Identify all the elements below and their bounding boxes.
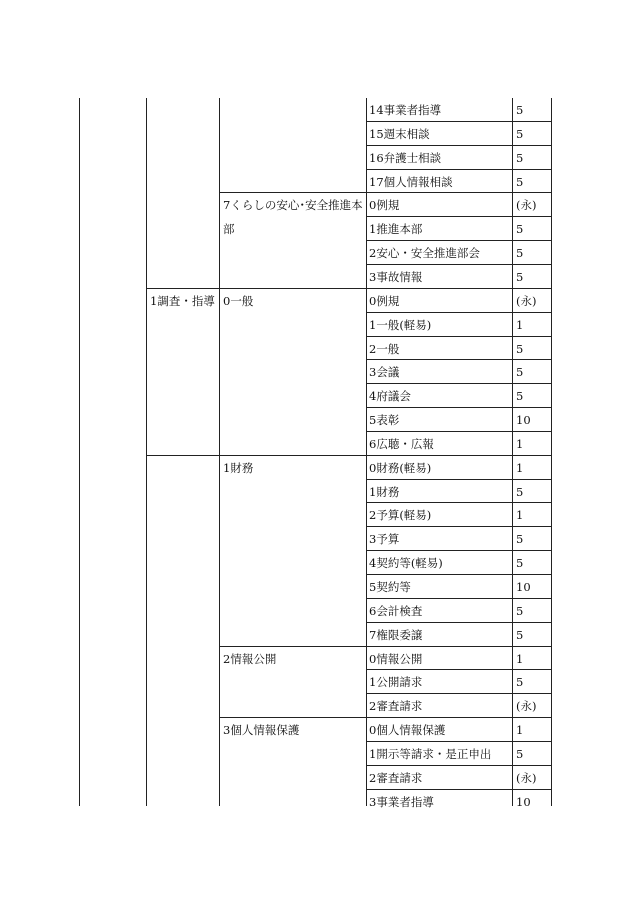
item-label: 14事業者指導 <box>369 103 442 117</box>
item-label: 15週末相談 <box>369 126 430 141</box>
row-separator <box>366 693 552 694</box>
item-label: 1開示等請求・是正申出 <box>369 746 492 761</box>
row-separator <box>366 622 552 623</box>
row-separator <box>366 479 552 480</box>
retention-period: 5 <box>516 532 524 547</box>
row-separator <box>366 336 552 337</box>
subcategory-label: 2情報公開 <box>223 651 277 666</box>
retention-period: 5 <box>516 174 524 189</box>
retention-period: 10 <box>516 794 531 809</box>
retention-period: 1 <box>516 508 524 523</box>
group-separator <box>219 192 552 193</box>
column-rule-2 <box>219 98 220 806</box>
subcategory-label: 7くらしの安心･安全推進本 <box>223 198 363 213</box>
row-separator <box>366 789 552 790</box>
item-label: 1一般(軽易) <box>369 317 432 332</box>
item-label: 1推進本部 <box>369 222 423 237</box>
item-label: 2審査請求 <box>369 699 423 714</box>
retention-period: 5 <box>516 126 524 141</box>
subcategory-label: 部 <box>223 222 235 237</box>
group-separator <box>219 717 552 718</box>
category-label: 1調査・指導 <box>150 293 215 308</box>
group-separator <box>219 646 552 647</box>
retention-period: 1 <box>516 651 524 666</box>
row-separator <box>366 741 552 742</box>
retention-period: (永) <box>516 198 537 213</box>
row-separator <box>366 121 552 122</box>
retention-period: 5 <box>516 150 524 165</box>
row-separator <box>366 216 552 217</box>
item-label: 5契約等 <box>369 580 411 594</box>
column-rule-0 <box>79 98 80 806</box>
row-separator <box>366 574 552 575</box>
retention-period: (永) <box>516 770 537 785</box>
retention-period: 1 <box>516 723 524 738</box>
row-separator <box>366 312 552 313</box>
retention-period: (永) <box>516 699 537 714</box>
column-rule-3 <box>366 98 367 806</box>
row-separator <box>366 765 552 766</box>
retention-period: (永) <box>516 293 537 308</box>
item-label: 4契約等(軽易) <box>369 556 443 571</box>
row-separator <box>366 669 552 670</box>
retention-period: 10 <box>516 413 531 428</box>
retention-period: 1 <box>516 436 524 451</box>
subcategory-label: 0一般 <box>223 293 254 308</box>
item-label: 4府議会 <box>369 389 411 404</box>
item-label: 1公開請求 <box>369 675 423 690</box>
item-label: 0情報公開 <box>369 651 423 666</box>
item-label: 0個人情報保護 <box>369 723 446 738</box>
retention-period: 5 <box>516 365 524 380</box>
group-separator <box>146 455 552 456</box>
retention-period: 5 <box>516 556 524 571</box>
retention-period: 5 <box>516 603 524 618</box>
subcategory-label: 1財務 <box>223 460 254 475</box>
item-label: 0財務(軽易) <box>369 460 432 475</box>
row-separator <box>366 598 552 599</box>
column-rule-4 <box>512 98 513 806</box>
row-separator <box>366 502 552 503</box>
row-separator <box>366 359 552 360</box>
retention-period: 1 <box>516 317 524 332</box>
row-separator <box>366 240 552 241</box>
row-separator <box>366 407 552 408</box>
retention-period: 1 <box>516 460 524 475</box>
item-label: 6会計検査 <box>369 603 423 618</box>
retention-period: 5 <box>516 627 524 642</box>
retention-period: 5 <box>516 222 524 237</box>
item-label: 3事業者指導 <box>369 794 434 809</box>
retention-period: 10 <box>516 580 531 594</box>
item-label: 2審査請求 <box>369 770 423 785</box>
retention-period: 5 <box>516 675 524 690</box>
item-label: 6広聴・広報 <box>369 436 434 451</box>
item-label: 2予算(軽易) <box>369 508 432 523</box>
row-separator <box>366 169 552 170</box>
retention-period: 5 <box>516 746 524 761</box>
item-label: 2一般 <box>369 341 400 356</box>
row-separator <box>366 383 552 384</box>
item-label: 3事故情報 <box>369 269 423 284</box>
item-label: 1財務 <box>369 484 400 499</box>
row-separator <box>366 526 552 527</box>
column-rule-5 <box>551 98 552 806</box>
retention-period: 5 <box>516 103 524 117</box>
retention-period: 5 <box>516 246 524 261</box>
item-label: 5表彰 <box>369 413 400 428</box>
item-label: 7権限委譲 <box>369 627 423 642</box>
row-separator <box>366 550 552 551</box>
row-separator <box>366 145 552 146</box>
subcategory-label: 3個人情報保護 <box>223 723 300 738</box>
item-label: 17個人情報相談 <box>369 174 453 189</box>
group-separator <box>146 288 552 289</box>
column-rule-1 <box>146 98 147 806</box>
retention-period: 5 <box>516 389 524 404</box>
retention-period: 5 <box>516 269 524 284</box>
item-label: 0例規 <box>369 198 400 213</box>
item-label: 0例規 <box>369 293 400 308</box>
row-separator <box>366 264 552 265</box>
item-label: 2安心・安全推進部会 <box>369 246 480 261</box>
item-label: 16弁護士相談 <box>369 150 442 165</box>
item-label: 3会議 <box>369 365 400 380</box>
retention-period: 5 <box>516 484 524 499</box>
retention-period: 5 <box>516 341 524 356</box>
item-label: 3予算 <box>369 532 400 547</box>
row-separator <box>366 431 552 432</box>
